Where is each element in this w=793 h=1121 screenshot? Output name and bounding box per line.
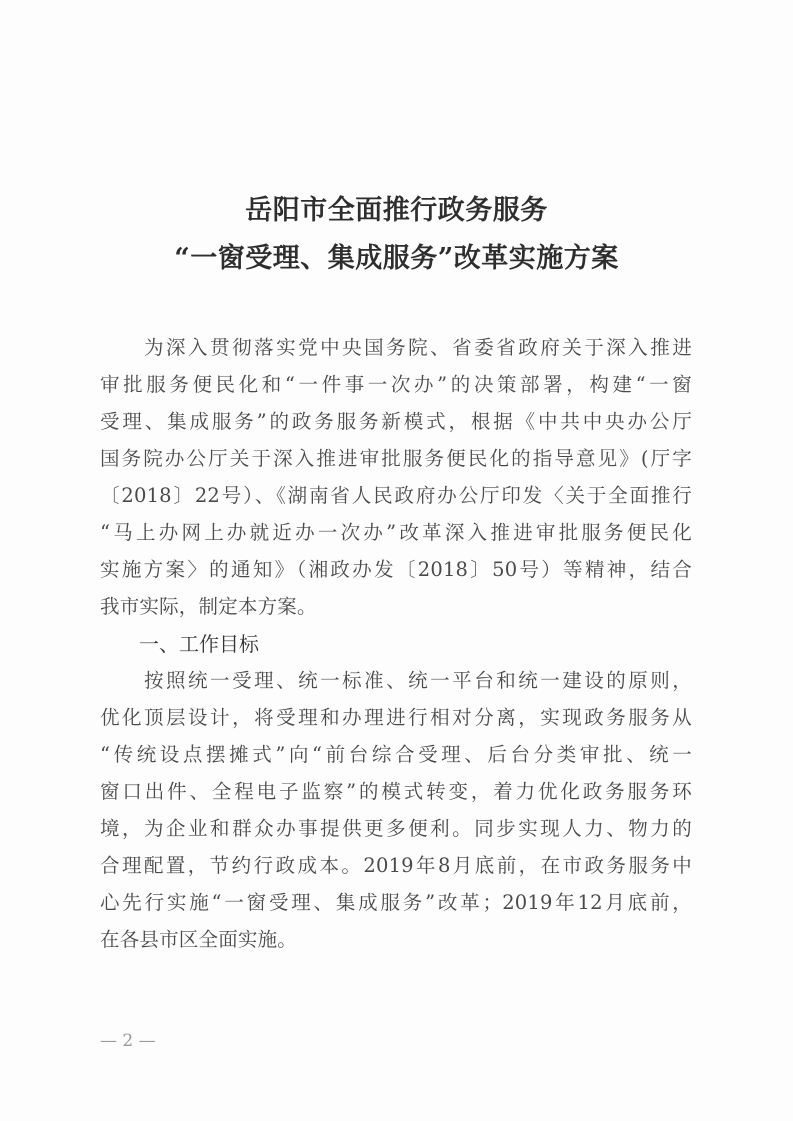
intro-paragraph-line: 实施方案〉的通知》（湘政办发〔2018〕50号）等精神，结合 [100, 558, 692, 581]
document-title-line-2: “一窗受理、集成服务”改革实施方案 [174, 243, 619, 274]
section-paragraph-line: 合理配置，节约行政成本。2019年8月底前，在市政务服务中 [100, 854, 692, 877]
section-paragraph-line: 心先行实施“一窗受理、集成服务”改革；2019年12月底前， [100, 891, 692, 914]
intro-paragraph-line: 国务院办公厅关于深入推进审批服务便民化的指导意见》(厅字 [100, 447, 692, 470]
intro-paragraph-line: 受理、集成服务”的政务服务新模式，根据《中共中央办公厅 [100, 410, 692, 433]
section-paragraph-line: 优化顶层设计，将受理和办理进行相对分离，实现政务服务从 [100, 706, 692, 729]
section-paragraph-line: 在各县市区全面实施。 [100, 928, 298, 951]
intro-paragraph-line: 为深入贯彻落实党中央国务院、省委省政府关于深入推进 [100, 336, 692, 359]
section-paragraph-line: 按照统一受理、统一标准、统一平台和统一建设的原则， [100, 669, 692, 692]
intro-paragraph-line: 审批服务便民化和“一件事一次办”的决策部署，构建“一窗 [100, 373, 692, 396]
page-number: — 2 — [100, 1031, 156, 1051]
intro-paragraph-line: 〔2018〕22号）、《湖南省人民政府办公厅印发〈关于全面推行 [100, 484, 692, 507]
intro-paragraph-line: “马上办网上办就近办一次办”改革深入推进审批服务便民化 [100, 521, 692, 544]
section-paragraph-line: 窗口出件、全程电子监察”的模式转变，着力优化政务服务环 [100, 780, 692, 803]
intro-paragraph-line: 我市实际，制定本方案。 [100, 595, 317, 618]
section-paragraph-line: “传统设点摆摊式”向“前台综合受理、后台分类审批、统一 [100, 743, 692, 766]
document-title-line-1: 岳阳市全面推行政务服务 [245, 195, 548, 226]
section-heading: 一、工作目标 [139, 632, 259, 656]
section-paragraph-line: 境，为企业和群众办事提供更多便利。同步实现人力、物力的 [100, 817, 692, 840]
